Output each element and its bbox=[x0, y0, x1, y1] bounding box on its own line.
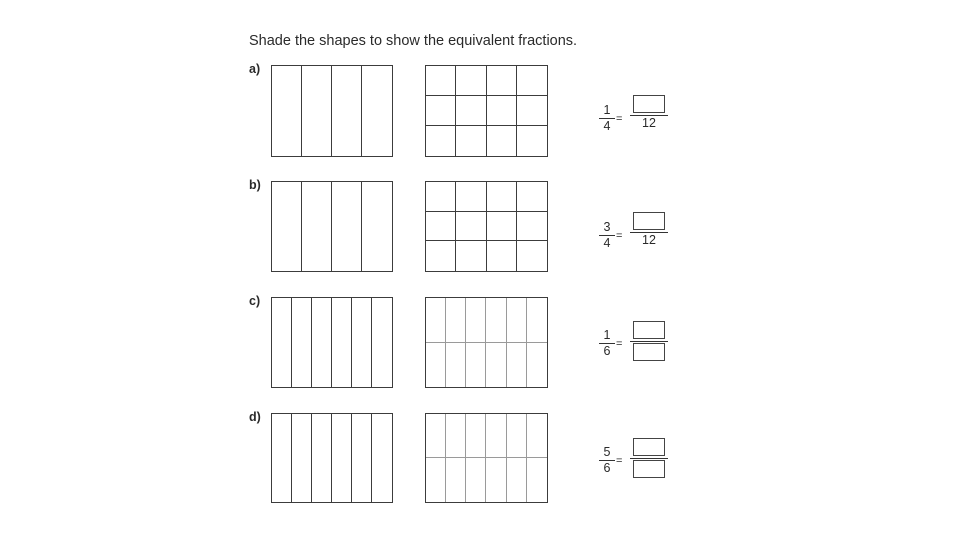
equals-sign-b: = bbox=[616, 230, 623, 242]
fraction-c-denominator: 6 bbox=[603, 344, 611, 359]
shape-c-left-part[interactable] bbox=[312, 298, 332, 387]
question-label-c: c) bbox=[249, 294, 261, 308]
fraction-d bbox=[597, 446, 617, 475]
answer-a-numerator-box[interactable] bbox=[633, 95, 665, 113]
instruction-text: Shade the shapes to show the equivalent fractions. bbox=[249, 33, 578, 49]
shape-c-left-part[interactable] bbox=[272, 298, 292, 387]
shape-c-left-part[interactable] bbox=[372, 298, 392, 387]
shape-b-right-part[interactable] bbox=[456, 212, 486, 242]
answer-a-denominator: 12 bbox=[642, 116, 656, 131]
fraction-b-denominator: 4 bbox=[603, 236, 611, 251]
answer-b bbox=[630, 212, 668, 247]
shape-c-left-part[interactable] bbox=[332, 298, 352, 387]
shape-d-right-part[interactable] bbox=[527, 414, 547, 458]
shape-c-right-part[interactable] bbox=[527, 343, 547, 388]
fraction-a bbox=[597, 104, 617, 133]
fraction-d-denominator: 6 bbox=[603, 461, 611, 476]
shape-a-quarters[interactable] bbox=[271, 65, 393, 157]
shape-a-twelfths[interactable] bbox=[425, 65, 548, 157]
shape-d-right-part[interactable] bbox=[446, 414, 466, 458]
shape-d-right-part[interactable] bbox=[507, 458, 527, 502]
shape-c-right-part[interactable] bbox=[466, 343, 486, 388]
shape-d-left-part[interactable] bbox=[312, 414, 332, 502]
shape-a-right-part[interactable] bbox=[426, 66, 456, 96]
shape-c-right-part[interactable] bbox=[507, 343, 527, 388]
answer-c-numerator-box[interactable] bbox=[633, 321, 665, 339]
shape-a-left-part[interactable] bbox=[302, 66, 332, 156]
shape-a-right-part[interactable] bbox=[487, 66, 517, 96]
shape-a-right-part[interactable] bbox=[426, 126, 456, 156]
fraction-a-numerator: 1 bbox=[603, 103, 611, 117]
fraction-b bbox=[597, 221, 617, 250]
answer-b-numerator-box[interactable] bbox=[633, 212, 665, 230]
shape-b-right-part[interactable] bbox=[487, 212, 517, 242]
shape-a-right-part[interactable] bbox=[487, 126, 517, 156]
shape-b-right-part[interactable] bbox=[517, 182, 547, 212]
shape-c-left-part[interactable] bbox=[292, 298, 312, 387]
shape-b-right-part[interactable] bbox=[456, 241, 486, 271]
shape-d-left-part[interactable] bbox=[332, 414, 352, 502]
shape-a-right-part[interactable] bbox=[487, 96, 517, 126]
shape-d-left-part[interactable] bbox=[272, 414, 292, 502]
shape-c-right-part[interactable] bbox=[426, 343, 446, 388]
shape-c-left-part[interactable] bbox=[352, 298, 372, 387]
shape-a-right-part[interactable] bbox=[517, 66, 547, 96]
question-label-a: a) bbox=[249, 62, 261, 76]
shape-b-right-part[interactable] bbox=[426, 182, 456, 212]
shape-d-left-part[interactable] bbox=[372, 414, 392, 502]
shape-d-right-part[interactable] bbox=[426, 458, 446, 502]
shape-d-right-part[interactable] bbox=[486, 414, 506, 458]
shape-b-left-part[interactable] bbox=[362, 182, 392, 271]
answer-d-denominator-box[interactable] bbox=[633, 460, 665, 478]
shape-c-sixths[interactable] bbox=[271, 297, 393, 388]
shape-b-right-part[interactable] bbox=[426, 241, 456, 271]
shape-b-right-part[interactable] bbox=[517, 212, 547, 242]
shape-c-right-part[interactable] bbox=[527, 298, 547, 343]
shape-d-right-part[interactable] bbox=[466, 414, 486, 458]
shape-b-right-part[interactable] bbox=[456, 182, 486, 212]
shape-c-right-part[interactable] bbox=[507, 298, 527, 343]
shape-b-left-part[interactable] bbox=[272, 182, 302, 271]
shape-b-right-part[interactable] bbox=[517, 241, 547, 271]
fraction-c bbox=[597, 329, 617, 358]
shape-d-right-part[interactable] bbox=[507, 414, 527, 458]
shape-c-right-part[interactable] bbox=[426, 298, 446, 343]
shape-c-right-part[interactable] bbox=[486, 343, 506, 388]
shape-b-quarters[interactable] bbox=[271, 181, 393, 272]
shape-d-right-part[interactable] bbox=[426, 414, 446, 458]
shape-b-left-part[interactable] bbox=[302, 182, 332, 271]
shape-d-right-part[interactable] bbox=[486, 458, 506, 502]
fraction-b-numerator: 3 bbox=[603, 220, 611, 234]
equals-sign-d: = bbox=[616, 455, 623, 467]
shape-d-left-part[interactable] bbox=[352, 414, 372, 502]
equals-sign-a: = bbox=[616, 113, 623, 125]
shape-b-right-part[interactable] bbox=[426, 212, 456, 242]
shape-c-right-part[interactable] bbox=[446, 298, 466, 343]
shape-d-right-part[interactable] bbox=[466, 458, 486, 502]
answer-d-numerator-box[interactable] bbox=[633, 438, 665, 456]
shape-a-left-part[interactable] bbox=[332, 66, 362, 156]
answer-d-bar bbox=[630, 458, 668, 459]
shape-c-twelfths[interactable] bbox=[425, 297, 548, 388]
shape-d-left-part[interactable] bbox=[292, 414, 312, 502]
shape-d-right-part[interactable] bbox=[446, 458, 466, 502]
shape-a-right-part[interactable] bbox=[426, 96, 456, 126]
answer-d bbox=[630, 438, 668, 478]
shape-c-right-part[interactable] bbox=[466, 298, 486, 343]
question-label-b: b) bbox=[249, 178, 261, 192]
shape-a-right-part[interactable] bbox=[456, 96, 486, 126]
question-label-d: d) bbox=[249, 410, 261, 424]
shape-d-twelfths[interactable] bbox=[425, 413, 548, 503]
shape-d-sixths[interactable] bbox=[271, 413, 393, 503]
fraction-d-numerator: 5 bbox=[603, 445, 611, 459]
answer-a bbox=[630, 95, 668, 130]
shape-b-right-part[interactable] bbox=[487, 182, 517, 212]
shape-b-twelfths[interactable] bbox=[425, 181, 548, 272]
shape-d-right-part[interactable] bbox=[527, 458, 547, 502]
shape-b-right-part[interactable] bbox=[487, 241, 517, 271]
shape-a-right-part[interactable] bbox=[456, 126, 486, 156]
answer-b-denominator: 12 bbox=[642, 233, 656, 248]
shape-c-right-part[interactable] bbox=[446, 343, 466, 388]
shape-a-right-part[interactable] bbox=[456, 66, 486, 96]
shape-c-right-part[interactable] bbox=[486, 298, 506, 343]
fraction-c-numerator: 1 bbox=[603, 328, 611, 342]
fraction-a-denominator: 4 bbox=[603, 119, 611, 134]
shape-b-left-part[interactable] bbox=[332, 182, 362, 271]
shape-a-right-part[interactable] bbox=[517, 126, 547, 156]
shape-a-left-part[interactable] bbox=[362, 66, 392, 156]
answer-c bbox=[630, 321, 668, 361]
equals-sign-c: = bbox=[616, 338, 623, 350]
shape-a-right-part[interactable] bbox=[517, 96, 547, 126]
answer-c-denominator-box[interactable] bbox=[633, 343, 665, 361]
answer-c-bar bbox=[630, 341, 668, 342]
shape-a-left-part[interactable] bbox=[272, 66, 302, 156]
